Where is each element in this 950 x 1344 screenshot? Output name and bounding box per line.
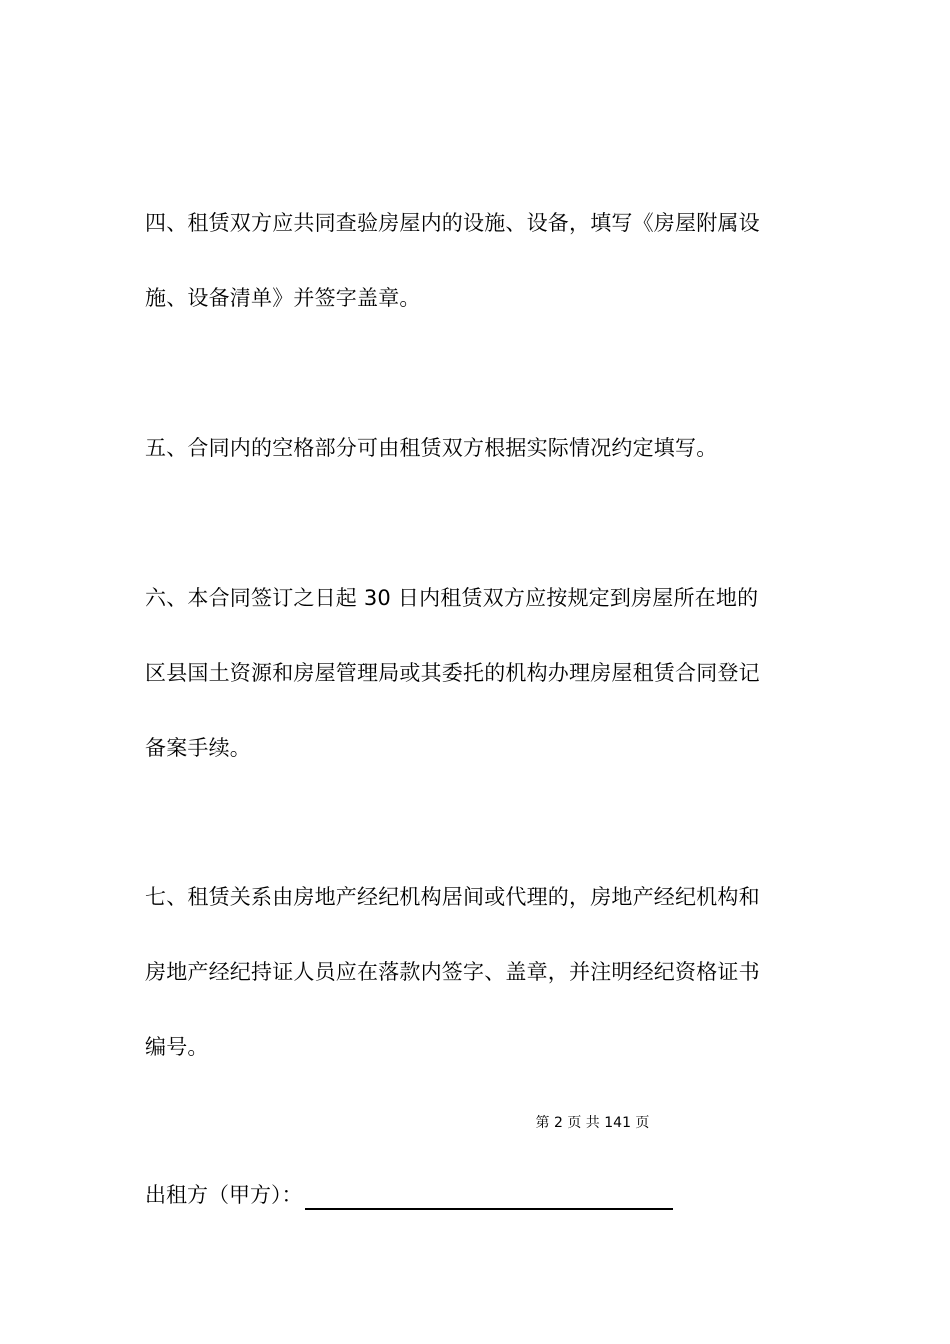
- clause-6-line-3: 备案手续。: [145, 736, 251, 760]
- page-number: 第 2 页 共 141 页: [535, 1115, 650, 1131]
- lessor-signature-blank: [305, 1182, 673, 1210]
- clause-7-line-2: 房地产经纪持证人员应在落款内签字、盖章，并注明经纪资格证书: [145, 960, 760, 984]
- clause-4-line-1: 四、租赁双方应共同查验房屋内的设施、设备，填写《房屋附属设: [145, 211, 760, 235]
- clause-4-line-2: 施、设备清单》并签字盖章。: [145, 286, 421, 310]
- lessor-label: 出租方（甲方）：: [145, 1183, 303, 1207]
- clause-7-line-3: 编号。: [145, 1035, 209, 1059]
- clause-6-line-1: 六、本合同签订之日起 30 日内租赁双方应按规定到房屋所在地的: [145, 586, 759, 610]
- clause-5-line-1: 五、合同内的空格部分可由租赁双方根据实际情况约定填写。: [145, 436, 718, 460]
- clause-7-line-1: 七、租赁关系由房地产经纪机构居间或代理的，房地产经纪机构和: [145, 885, 760, 909]
- clause-6-line-2: 区县国土资源和房屋管理局或其委托的机构办理房屋租赁合同登记: [145, 661, 760, 685]
- lessor-signature-line: [145, 1180, 673, 1210]
